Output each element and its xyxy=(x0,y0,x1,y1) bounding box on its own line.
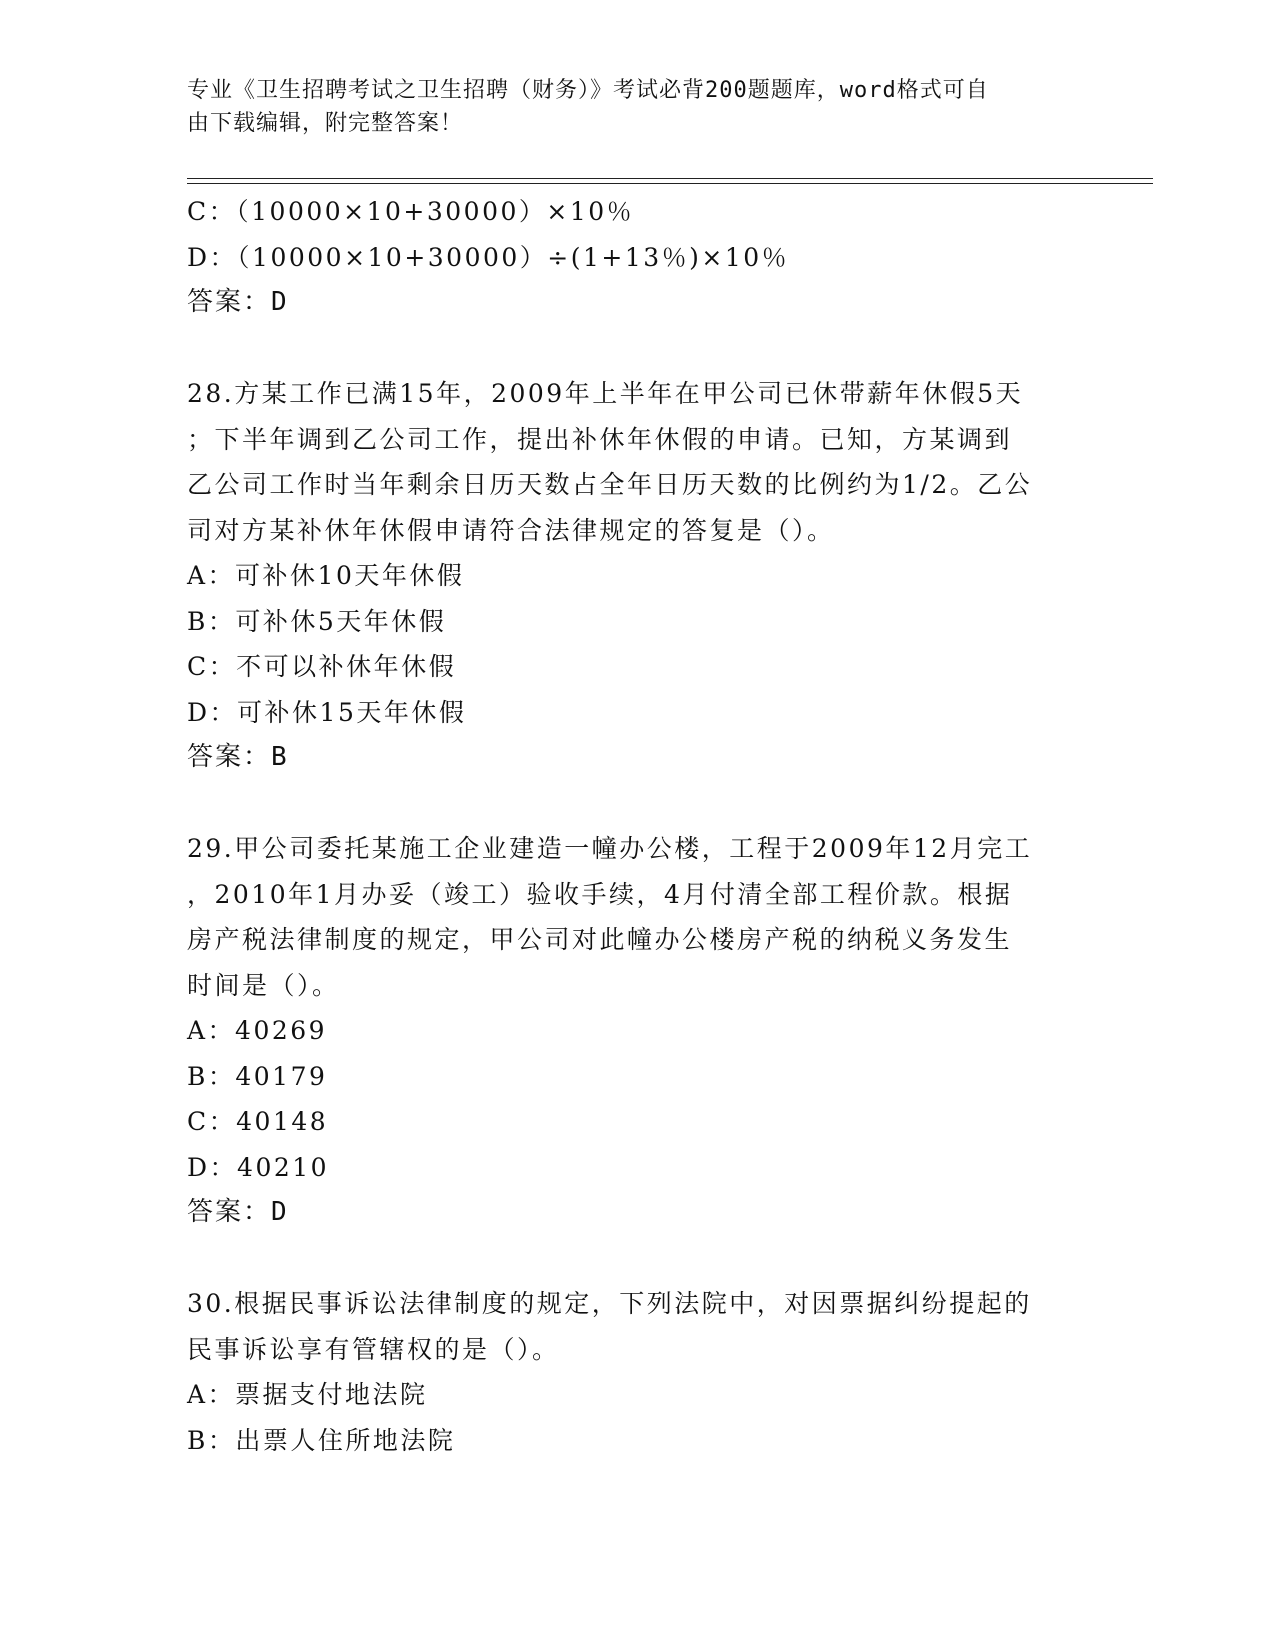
answer-line: 答案：D xyxy=(187,287,289,317)
option-b: B：出票人住所地法院 xyxy=(187,1425,456,1455)
option-b: B：40179 xyxy=(187,1061,328,1091)
question-28 xyxy=(187,371,1087,781)
document-header xyxy=(187,74,1087,140)
header-divider xyxy=(187,178,1153,179)
question-29 xyxy=(187,826,1087,1236)
answer-line: 答案：B xyxy=(187,742,289,772)
question-text-line: 民事诉讼享有管辖权的是（）。 xyxy=(187,1334,560,1364)
header-divider xyxy=(187,183,1153,184)
option-c: C：40148 xyxy=(187,1107,329,1136)
option-b: B：可补休5天年休假 xyxy=(187,606,447,636)
question-text-line: 司对方某补休年休假申请符合法律规定的答复是（）。 xyxy=(187,515,835,545)
header-line: 专业《卫生招聘考试之卫生招聘（财务）》考试必背200题题库，word格式可自 xyxy=(187,78,989,103)
spacer xyxy=(187,1236,1087,1282)
option-d: D：可补休15天年休假 xyxy=(187,697,467,727)
question-text-line: ，2010年1月办妥（竣工）验收手续，4月付清全部工程价款。根据 xyxy=(187,879,1013,909)
question-text-line: 28.方某工作已满15年，2009年上半年在甲公司已休带薪年休假5天 xyxy=(187,379,1024,408)
option-a: A：40269 xyxy=(187,1016,328,1045)
header-line: 由下载编辑，附完整答案！ xyxy=(187,111,464,136)
spacer xyxy=(187,326,1087,372)
question-text-line: 乙公司工作时当年剩余日历天数占全年日历天数的比例约为1/2。乙公 xyxy=(187,470,1033,499)
option-c: C：（10000×10+30000）×10％ xyxy=(187,197,635,226)
option-a: A：可补休10天年休假 xyxy=(187,561,465,590)
question-text-line: 30.根据民事诉讼法律制度的规定，下列法院中，对因票据纠纷提起的 xyxy=(187,1289,1032,1318)
question-text-line: 时间是（）。 xyxy=(187,970,340,1000)
answer-line: 答案：D xyxy=(187,1197,289,1227)
option-d: D：40210 xyxy=(187,1152,330,1182)
option-d: D：（10000×10+30000）÷(1+13％)×10％ xyxy=(187,242,790,272)
question-text-line: 房产税法律制度的规定，甲公司对此幢办公楼房产税的纳税义务发生 xyxy=(187,925,1013,954)
spacer xyxy=(187,781,1087,827)
document-body xyxy=(187,189,1087,1463)
question-text-line: 29.甲公司委托某施工企业建造一幢办公楼，工程于2009年12月完工 xyxy=(187,834,1033,863)
option-a: A：票据支付地法院 xyxy=(187,1380,428,1409)
question-30 xyxy=(187,1281,1087,1463)
question-text-line: ；下半年调到乙公司工作，提出补休年休假的申请。已知，方某调到 xyxy=(187,424,1013,454)
question-27-tail xyxy=(187,189,1087,326)
option-c: C：不可以补休年休假 xyxy=(187,652,457,681)
